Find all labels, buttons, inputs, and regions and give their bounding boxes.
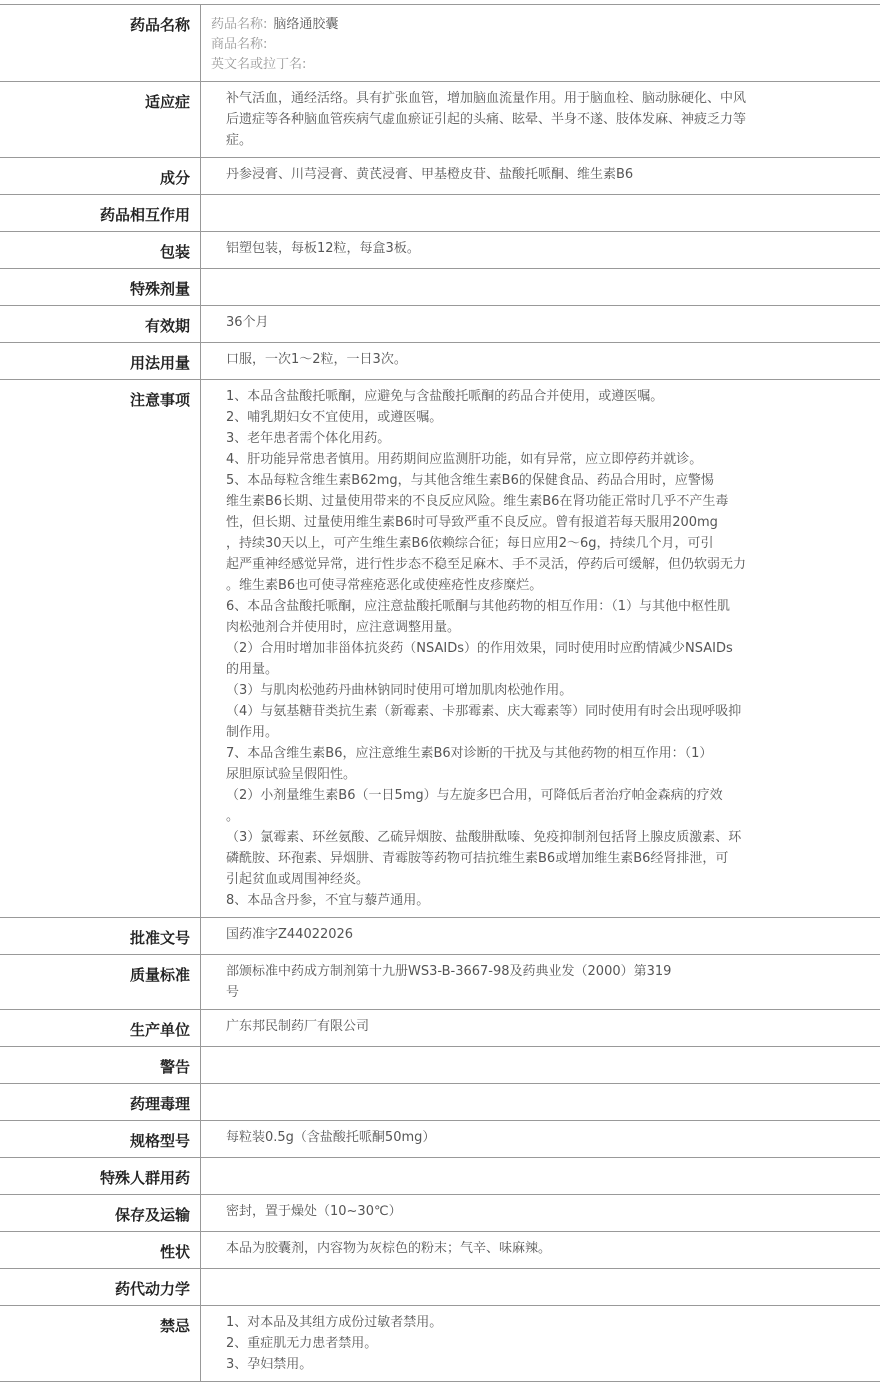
value-line: 补气活血，通经活络。具有扩张血管，增加脑血流量作用。用于脑血栓、脑动脉硬化、中风	[226, 91, 747, 106]
row-value-cell	[201, 1047, 880, 1084]
value-line: 36个月	[226, 315, 269, 330]
value-line: 本品为胶囊剂，内容物为灰棕色的粉末；气辛、味麻辣。	[226, 1241, 552, 1256]
row-contraindications	[0, 1306, 880, 1382]
value-line: （3）与肌肉松弛药丹曲林钠同时使用可增加肌肉松弛作用。	[226, 683, 573, 698]
row-value-cell	[201, 306, 880, 343]
row-value-cell	[201, 1121, 880, 1158]
value-line: 2、重症肌无力患者禁用。	[226, 1336, 378, 1351]
row-value-cell	[201, 1010, 880, 1047]
row-label: 禁忌	[159, 1317, 190, 1335]
row-label-cell	[0, 195, 201, 232]
value-line: 8、本品含丹参，不宜与藜芦通用。	[226, 893, 430, 908]
value-line: 制作用。	[226, 725, 279, 740]
row-value-cell	[201, 343, 880, 380]
row-label: 用法用量	[129, 354, 190, 372]
row-value	[201, 1010, 880, 1043]
row-pharmacokinetics	[0, 1269, 880, 1306]
row-indication	[0, 82, 880, 158]
row-label-cell	[0, 1269, 201, 1306]
row-value-cell	[201, 158, 880, 195]
row-label: 生产单位	[129, 1021, 190, 1039]
row-value	[201, 343, 880, 376]
value-line: 性，但长期、过量使用维生素B6时可导致严重不良反应。曾有报道若每天服用200mg	[226, 515, 718, 530]
row-label-cell	[0, 5, 201, 82]
row-value-cell	[201, 918, 880, 955]
trade-name-label: 商品名称:	[211, 37, 268, 52]
row-label-cell	[0, 918, 201, 955]
row-value-cell	[201, 1232, 880, 1269]
row-label: 批准文号	[129, 929, 190, 947]
row-value	[201, 1306, 880, 1381]
row-value-cell	[201, 1269, 880, 1306]
row-usage	[0, 343, 880, 380]
row-value-cell	[201, 1306, 880, 1382]
value-line: ，持续30天以上，可产生维生素B6依赖综合征；每日应用2～6g，持续几个月，可引	[226, 536, 714, 551]
value-line: 4、肝功能异常患者慎用。用药期间应监测肝功能，如有异常，应立即停药并就诊。	[226, 452, 703, 467]
row-label: 包装	[159, 243, 190, 261]
row-label-cell	[0, 1195, 201, 1232]
row-label: 药代动力学	[114, 1280, 190, 1298]
row-manufacturer	[0, 1010, 880, 1047]
value-line: 国药准字Z44022026	[226, 927, 354, 942]
row-interactions	[0, 195, 880, 232]
row-value-cell	[201, 82, 880, 158]
value-line: 。	[226, 809, 240, 824]
row-pharmacology	[0, 1084, 880, 1121]
row-spec	[0, 1121, 880, 1158]
row-label-cell	[0, 1306, 201, 1382]
row-approval	[0, 918, 880, 955]
value-line: 1、本品含盐酸托哌酮，应避免与含盐酸托哌酮的药品合并使用，或遵医嘱。	[226, 389, 664, 404]
row-label: 规格型号	[129, 1132, 190, 1150]
row-label: 药品名称	[129, 16, 190, 34]
row-standard	[0, 955, 880, 1010]
row-precautions	[0, 380, 880, 918]
row-ingredients	[0, 158, 880, 195]
value-line: 密封，置于燥处（10~30℃）	[226, 1204, 402, 1219]
row-label-cell	[0, 1010, 201, 1047]
row-label: 药品相互作用	[99, 206, 190, 224]
value-line: 尿胆原试验呈假阳性。	[226, 767, 357, 782]
drug-info-table	[0, 4, 880, 1382]
row-label: 警告	[159, 1058, 190, 1076]
row-package	[0, 232, 880, 269]
row-value	[201, 1232, 880, 1265]
row-label: 有效期	[144, 317, 190, 335]
value-line: （2）合用时增加非甾体抗炎药（NSAIDs）的作用效果，同时使用时应酌情减少NSAIDs	[226, 641, 733, 656]
english-name-label: 英文名或拉丁名:	[211, 57, 307, 72]
row-label: 质量标准	[129, 966, 190, 984]
value-line: 维生素B6长期、过量使用带来的不良反应风险。维生素B6在肾功能正常时几乎不产生毒	[226, 494, 729, 509]
value-line: 每粒装0.5g（含盐酸托哌酮50mg）	[226, 1130, 436, 1145]
row-name	[0, 5, 880, 82]
row-label-cell	[0, 232, 201, 269]
row-value	[201, 380, 880, 917]
row-value	[201, 232, 880, 265]
row-label: 注意事项	[129, 391, 190, 409]
value-line: 后遗症等各种脑血管疾病气虚血瘀证引起的头痛、眩晕、半身不遂、肢体发麻、神疲乏力等	[226, 112, 747, 127]
value-line: 肉松弛剂合并使用时，应注意调整用量。	[226, 620, 461, 635]
value-line: 口服，一次1～2粒，一日3次。	[226, 352, 407, 367]
row-value-cell	[201, 1158, 880, 1195]
value-line: 广东邦民制药厂有限公司	[226, 1019, 370, 1034]
row-value	[201, 955, 880, 1009]
drug-info-table-body	[0, 5, 880, 1382]
value-line: 症。	[226, 133, 253, 148]
row-value-cell	[201, 269, 880, 306]
row-label-cell	[0, 1121, 201, 1158]
row-label: 药理毒理	[129, 1095, 190, 1113]
row-value	[201, 158, 880, 191]
value-line: 的用量。	[226, 662, 279, 677]
row-value-cell	[201, 380, 880, 918]
row-value-cell	[201, 232, 880, 269]
value-line: （2）小剂量维生素B6（一日5mg）与左旋多巴合用，可降低后者治疗帕金森病的疗效	[226, 788, 723, 803]
row-value	[201, 82, 880, 157]
value-line: 丹参浸膏、川芎浸膏、黄芪浸膏、甲基橙皮苷、盐酸托哌酮、维生素B6	[226, 167, 634, 182]
row-label: 成分	[159, 169, 190, 187]
generic-name-line	[211, 15, 870, 35]
row-label-cell	[0, 269, 201, 306]
row-label: 特殊剂量	[129, 280, 190, 298]
row-value-cell	[201, 955, 880, 1010]
value-line: 磷酰胺、环孢素、异烟肼、青霉胺等药物可拮抗维生素B6或增加维生素B6经肾排泄，可	[226, 851, 729, 866]
row-value-cell	[201, 5, 880, 82]
value-line: 5、本品每粒含维生素B62mg，与其他含维生素B6的保健食品、药品合用时，应警惕	[226, 473, 714, 488]
row-value-cell	[201, 1084, 880, 1121]
row-label-cell	[0, 955, 201, 1010]
value-line: 3、孕妇禁用。	[226, 1357, 313, 1372]
value-line: 。维生素B6也可使寻常痤疮恶化或使痤疮性皮疹糜烂。	[226, 578, 543, 593]
value-line: 部颁标准中药成方制剂第十九册WS3-B-3667-98及药典业发（2000）第319	[226, 964, 672, 979]
value-line: （4）与氨基糖苷类抗生素（新霉素、卡那霉素、庆大霉素等）同时使用有时会出现呼吸抑	[226, 704, 742, 719]
row-value	[201, 1195, 880, 1228]
value-line: 号	[226, 985, 240, 1000]
row-label-cell	[0, 306, 201, 343]
row-label-cell	[0, 1158, 201, 1195]
value-line: 2、哺乳期妇女不宜使用，或遵医嘱。	[226, 410, 443, 425]
row-storage	[0, 1195, 880, 1232]
row-label-cell	[0, 343, 201, 380]
row-label-cell	[0, 158, 201, 195]
row-value-cell	[201, 195, 880, 232]
row-label-cell	[0, 380, 201, 918]
row-appearance	[0, 1232, 880, 1269]
row-label: 保存及运输	[114, 1206, 190, 1224]
generic-name-value: 脑络通胶囊	[273, 17, 339, 32]
row-label-cell	[0, 1084, 201, 1121]
row-value-cell	[201, 1195, 880, 1232]
row-label-cell	[0, 82, 201, 158]
row-label-cell	[0, 1232, 201, 1269]
value-line: 6、本品含盐酸托哌酮，应注意盐酸托哌酮与其他药物的相互作用：（1）与其他中枢性肌	[226, 599, 731, 614]
value-line: 铝塑包装，每板12粒，每盒3板。	[226, 241, 420, 256]
row-label: 特殊人群用药	[99, 1169, 190, 1187]
generic-name-label: 药品名称:	[211, 17, 268, 32]
row-value	[201, 918, 880, 951]
row-warning	[0, 1047, 880, 1084]
row-label-cell	[0, 1047, 201, 1084]
row-value	[201, 306, 880, 339]
row-label: 性状	[159, 1243, 190, 1261]
value-line: 引起贫血或周围神经炎。	[226, 872, 370, 887]
row-special_population	[0, 1158, 880, 1195]
value-line: 7、本品含维生素B6，应注意维生素B6对诊断的干扰及与其他药物的相互作用：（1）	[226, 746, 713, 761]
row-value	[201, 1121, 880, 1154]
row-validity	[0, 306, 880, 343]
value-line: 3、老年患者需个体化用药。	[226, 431, 391, 446]
value-line: 1、对本品及其组方成份过敏者禁用。	[226, 1315, 443, 1330]
drug-name-block	[201, 5, 880, 81]
row-label: 适应症	[144, 93, 190, 111]
value-line: 起严重神经感觉异常，进行性步态不稳至足麻木、手不灵活，停药后可缓解，但仍软弱无力	[226, 557, 747, 572]
value-line: （3）氯霉素、环丝氨酸、乙硫异烟胺、盐酸肼酞嗪、免疫抑制剂包括肾上腺皮质激素、环	[226, 830, 742, 845]
row-special_dose	[0, 269, 880, 306]
